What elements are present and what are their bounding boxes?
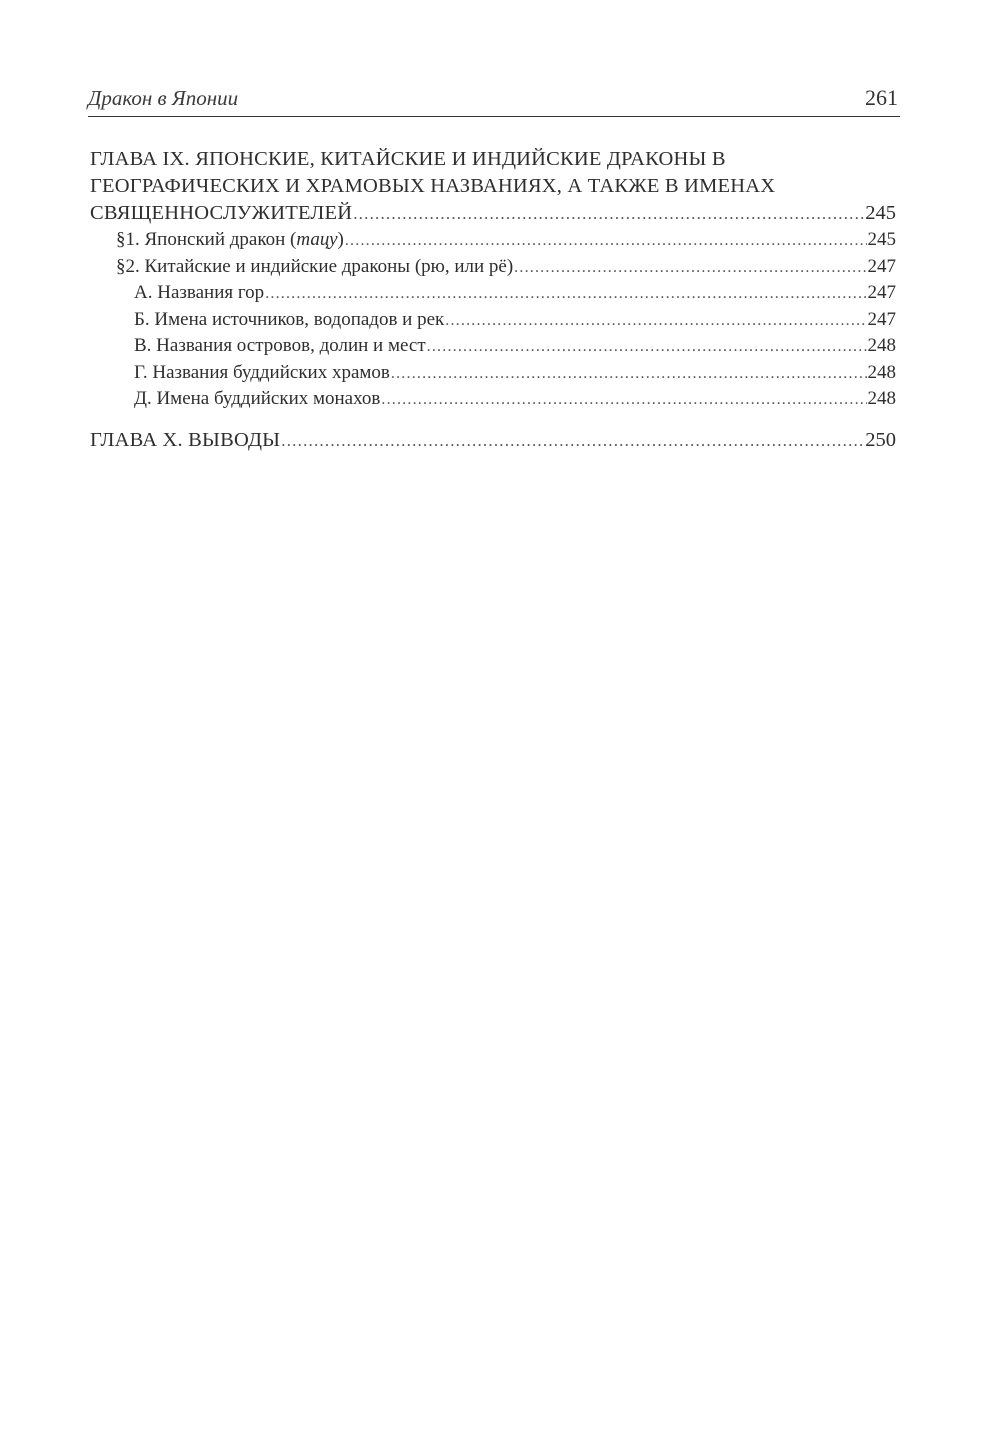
dot-leader bbox=[427, 333, 867, 360]
toc-entry-label bbox=[116, 227, 344, 253]
dot-leader bbox=[353, 200, 864, 227]
toc-entry-label: Б. Имена источников, водопадов и рек bbox=[134, 308, 445, 330]
toc-entry-label: Г. Названия буддийских храмов bbox=[134, 361, 390, 383]
toc-entry-subsection-v[interactable] bbox=[90, 333, 896, 360]
dot-leader bbox=[391, 360, 867, 387]
page-number: 261 bbox=[865, 85, 898, 110]
label-suffix: ) bbox=[337, 229, 344, 250]
section-spacer bbox=[90, 413, 896, 427]
chapter-10-title: ГЛАВА X. ВЫВОДЫ bbox=[90, 428, 281, 451]
dot-leader bbox=[445, 307, 866, 334]
toc-page-number: 250 bbox=[865, 428, 896, 451]
table-of-contents bbox=[90, 146, 896, 454]
toc-page-number: 247 bbox=[867, 282, 896, 303]
toc-entry-chapter-9[interactable] bbox=[90, 200, 896, 227]
dot-leader bbox=[265, 280, 866, 307]
toc-page-number: 247 bbox=[867, 255, 896, 277]
toc-entry-chapter-10[interactable] bbox=[90, 427, 896, 454]
chapter-9-title-line-1: ГЛАВА IX. ЯПОНСКИЕ, КИТАЙСКИЕ И ИНДИЙСКИЕ ДРАКОНЫ В bbox=[90, 148, 726, 170]
toc-page-number: 248 bbox=[867, 388, 896, 409]
toc-entry-section-2[interactable] bbox=[90, 254, 896, 281]
toc-entry-section-1[interactable] bbox=[90, 227, 896, 254]
toc-entry-label: А. Названия гор bbox=[134, 282, 265, 303]
toc-page-number: 248 bbox=[867, 335, 896, 356]
toc-entry-label: §2. Китайские и индийские драконы (рю, или рё) bbox=[116, 255, 514, 277]
running-title: Дракон в Японии bbox=[88, 86, 239, 110]
dot-leader bbox=[281, 427, 864, 454]
chapter-9-title-line-2: ГЕОГРАФИЧЕСКИХ И ХРАМОВЫХ НАЗВАНИЯХ, А ТАКЖЕ В ИМЕНАХ bbox=[90, 175, 776, 197]
label-prefix: §1. Японский дракон ( bbox=[116, 229, 297, 250]
toc-entry-subsection-g[interactable] bbox=[90, 360, 896, 387]
toc-entry-label: В. Названия островов, долин и мест bbox=[134, 335, 426, 356]
toc-page-number: 248 bbox=[867, 361, 896, 383]
dot-leader bbox=[345, 227, 867, 254]
dot-leader bbox=[514, 254, 866, 281]
running-header bbox=[88, 84, 900, 117]
toc-entry-subsection-b[interactable] bbox=[90, 307, 896, 334]
label-italic-term: тацу bbox=[296, 229, 338, 250]
toc-page-number: 247 bbox=[867, 308, 896, 330]
toc-page-number: 245 bbox=[867, 229, 896, 250]
dot-leader bbox=[381, 386, 866, 413]
chapter-9-title-line-3: СВЯЩЕННОСЛУЖИТЕЛЕЙ bbox=[90, 202, 353, 224]
toc-page-number: 245 bbox=[865, 202, 896, 224]
toc-entry-label: Д. Имена буддийских монахов bbox=[134, 388, 381, 409]
toc-entry-subsection-a[interactable] bbox=[90, 280, 896, 307]
toc-entry-subsection-d[interactable] bbox=[90, 386, 896, 413]
